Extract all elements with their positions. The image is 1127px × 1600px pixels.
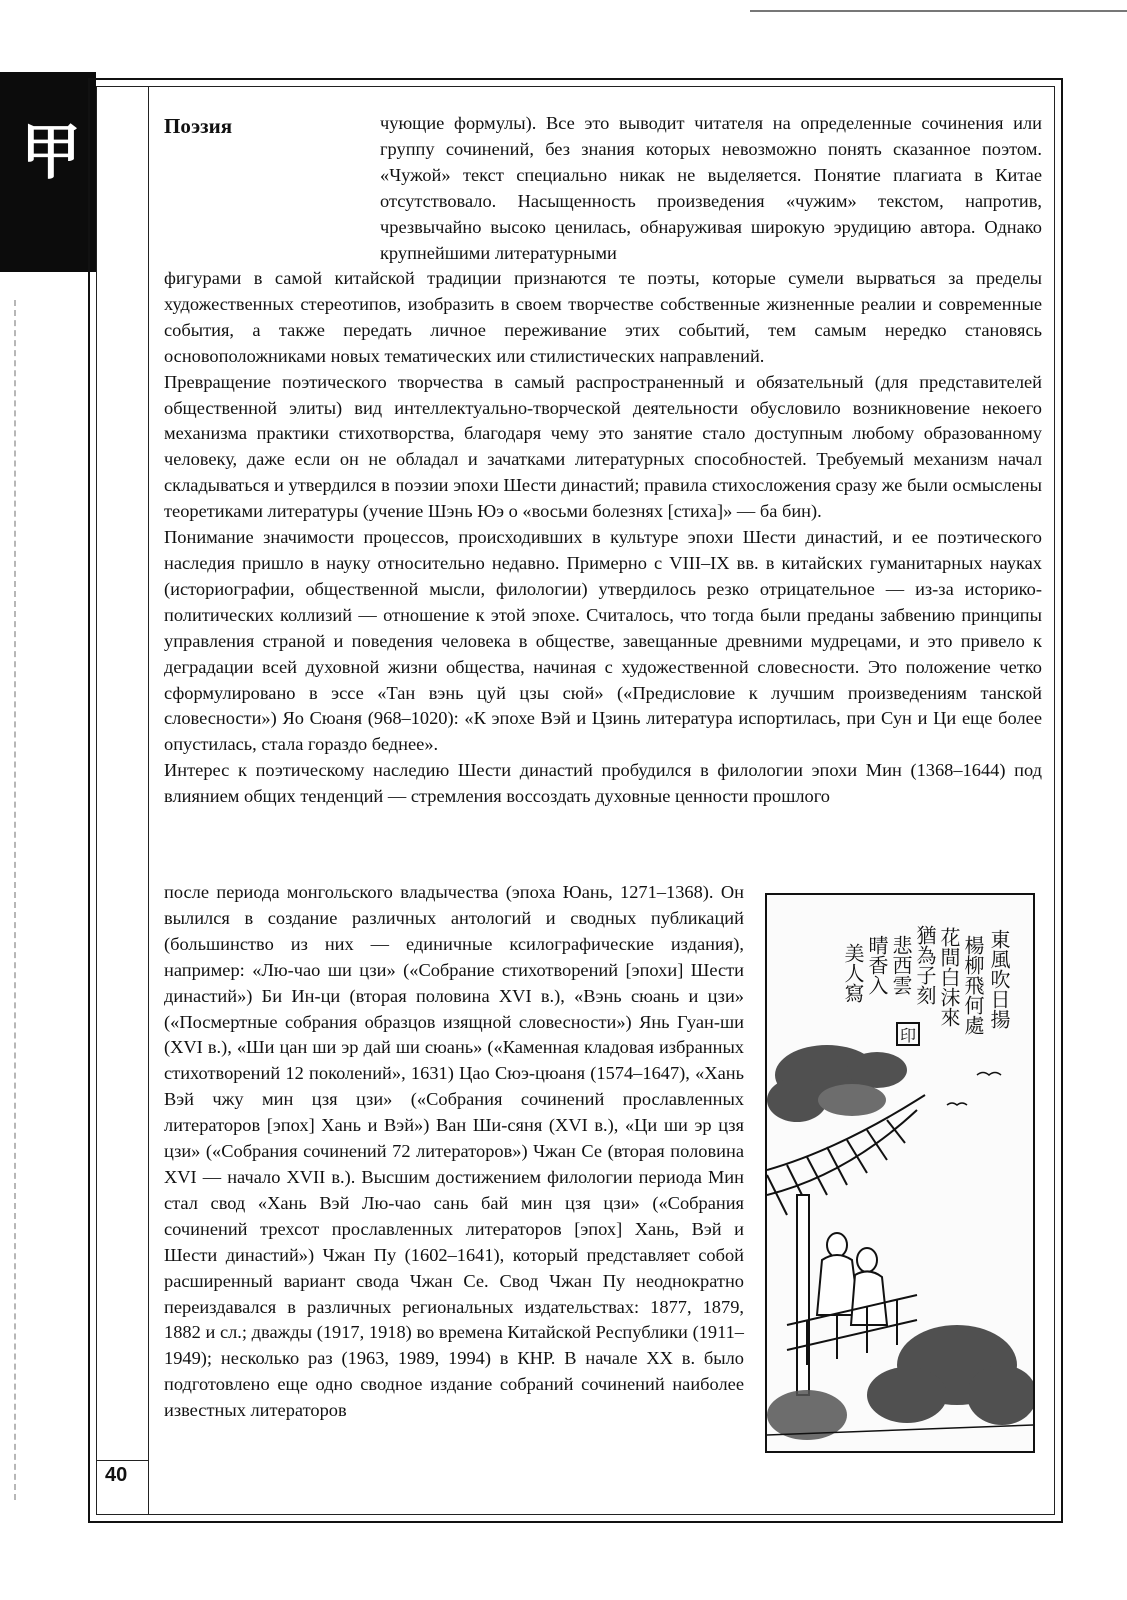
calligraphy-column: 晴香入 <box>865 935 889 995</box>
text-block-narrow <box>164 880 744 1424</box>
paragraph: Интерес к поэтическому наследию Шести династий пробудился в филологии эпохи Мин (1368–1644) под влиянием общих тенденций — стремления воссоздать духовные ценности прошлого <box>164 760 1042 807</box>
paragraph: Превращение поэтического творчества в самый распространенный и обязательный (для представителей общественной элиты) вид интеллектуально-творческой деятельности обусловило возникновение некоего механизма практики стихотворства, благодаря чему это занятие стало доступным любому образованному человеку, даже если он не обладал и зачатками литературных способностей. Требуемый механизм начал складываться и утвердился в поэзии эпохи Шести династий; правила стихосложения сразу же были осмыслены теоретиками литературы (учение Шэнь Юэ о «восьми болезнях [стиха]» — ба бин). <box>164 371 1042 522</box>
calligraphy-column: 東風吹日揚 <box>987 929 1011 1029</box>
birds <box>947 1073 1001 1106</box>
ink-painting-svg <box>767 895 1033 1451</box>
paragraph: фигурами в самой китайской традиции признаются те поэты, которые сумели вырваться за пределы художественных стереотипов, изобразить в своем творчестве собственные жизненные реалии и современные события, а также передать личное переживание этих событий, тем самым нередко становясь основоположниками новых тематических или стилистических направлений. <box>164 268 1042 366</box>
calligraphy-column: 花間白沫來 <box>937 927 961 1027</box>
illustration-ink-painting <box>765 893 1035 1453</box>
calligraphy-column: 猶為子刻 <box>913 925 937 1005</box>
text-block-top <box>380 111 1042 266</box>
scan-binding-edge <box>14 300 20 1500</box>
seated-figures <box>817 1233 887 1325</box>
seal-mark: 印 <box>900 1026 917 1045</box>
calligraphy-group <box>841 925 1011 1035</box>
chapter-tab-glyph: 甲 <box>21 118 81 188</box>
calligraphy-column: 楊柳飛何處 <box>961 935 985 1035</box>
paragraph: Понимание значимости процессов, происходивших в культуре эпохи Шести династий, и ее поэтического наследия пришло в науку относительно недавно. Примерно с VIII–IX вв. в китайских гуманитарных науках (историографии, общественной мысли, филологии) утвердилось резко отрицательное — из-за историко-политических коллизий — отношение к этой эпохе. Считалось, что тогда были преданы забвению принципы управления страной и поведения человека в обществе, завещанные древними мудрецами, и это привело к деградации всей духовной жизни общества, начиная с художественной словесности. Это положение четко сформулировано в эссе «Тан вэнь цуй цзы сюй» («Предисловие к лучшим произведениям танской словесности») Яо Сюаня (968–1020): «К эпохе Вэй и Цзинь литература испортилась, при Сун и Ци еще более опустилась, стала гораздо беднее». <box>164 527 1042 755</box>
text-block-full-width <box>164 266 1042 810</box>
section-heading: Поэзия <box>164 114 233 138</box>
paragraph: после периода монгольского владычества (эпоха Юань, 1271–1368). Он вылился в создание различных антологий и сводных публикаций (большинство из них — единичные ксилографические издания), например: «Лю-чао ши цзи» («Собрание стихотворений [эпохи] Шести династий») Би Ин-ци (вторая половина XVI в.), «Вэнь сюань и цзи» («Посмертные собрания образцов изящной словесности») Янь Гуан-ши (XVI в.), «Ши цан ши эр дай ши сюань» («Каменная кладовая избранных стихотворений 12 поколений», 1631) Цао Сюэ-цюаня (1574–1647), «Хань Вэй чжу мин цзя цзи» («Собрания сочинений прославленных литераторов [эпох] Хань и Вэй») Ван Ши-сяня (XVI в.), «Ци ши эр цзя цзи» («Собрания сочинений 72 литераторов») Чжан Се (вторая половина XVI — начало XVII в.). Высшим достижением филологии периода Мин стал свод «Хань Вэй Лю-чао сань бай мин цзя цзи» («Собрания сочинений трехсот прославленных литераторов [эпох] Хань, Вэй и Шести династий») Чжан Пу (1602–1641), который представляет собой расширенный вариант свода Чжан Се. Свод Чжан Пу неоднократно переиздавался в различных региональных издательствах: 1877, 1879, 1882 и сл.; дважды (1917, 1918) во времена Китайской Республики (1911–1949); несколько раз (1963, 1989, 1994) в КНР. В начале XX в. было подготовлено еще одно сводное издание собраний сочинений наиболее известных литераторов <box>164 882 744 1421</box>
calligraphy-column: 悲西雲 <box>889 935 913 995</box>
calligraphy-column: 美人寫 <box>841 943 865 1003</box>
margin-rule <box>148 86 149 1515</box>
top-edge-rule <box>750 10 1127 12</box>
tree-foliage-upper <box>767 1045 907 1122</box>
page-number: 40 <box>105 1464 128 1486</box>
paragraph: чующие формулы). Все это выводит читателя на определенные сочинения или группу сочинений, без знания которых невозможно понять сказанное поэтом. «Чужой» текст специально никак не выделяется. Понятие плагиата в Китае отсутствовало. Насыщенность произведения «чужим» текстом, напротив, чрезвычайно высоко ценилась, обнаруживая широкую эрудицию автора. Однако крупнейшими литературными <box>380 113 1042 263</box>
